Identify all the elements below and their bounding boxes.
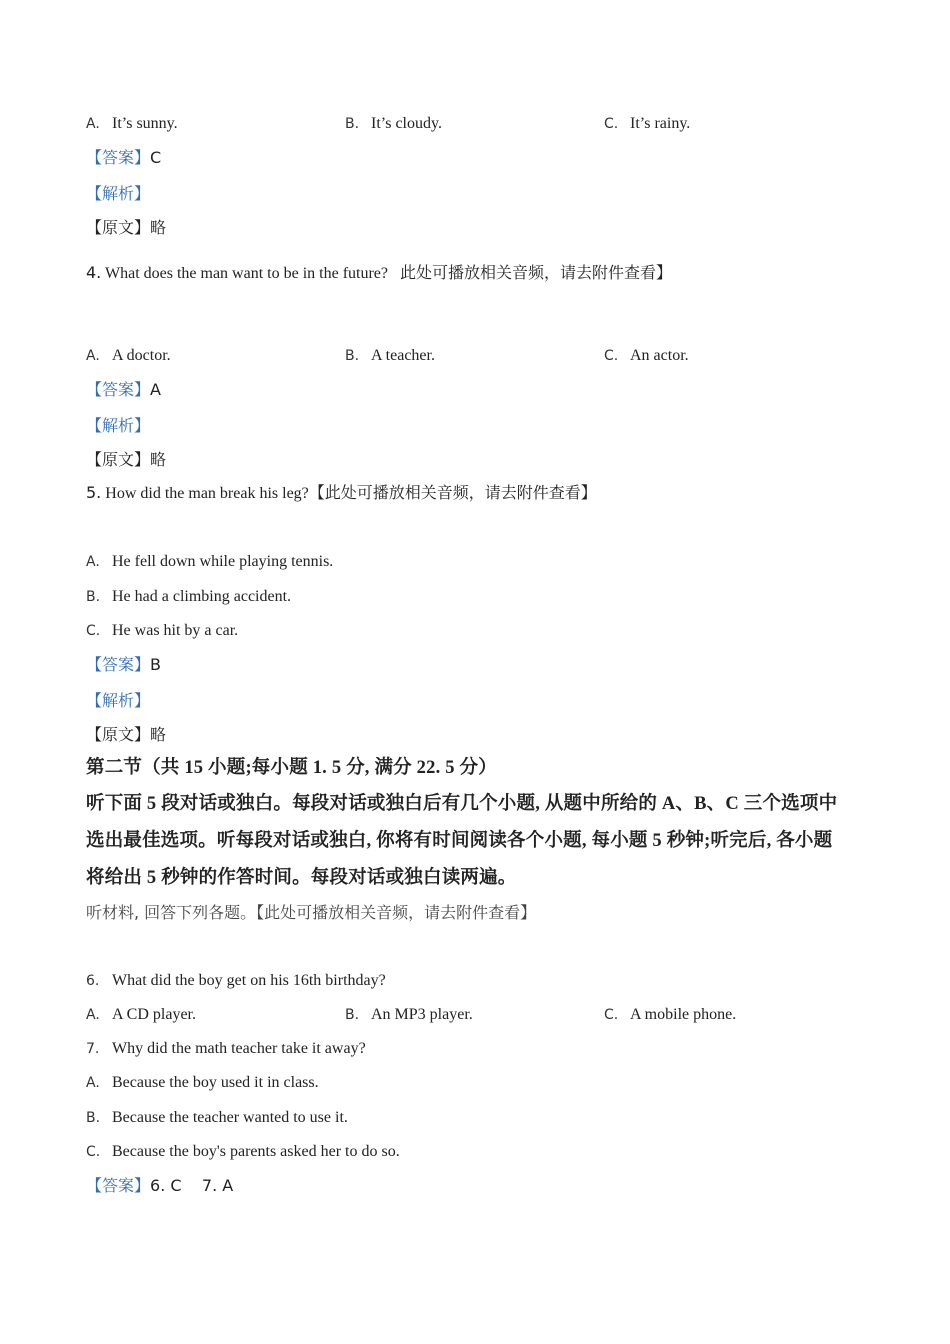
original-tag: 【原文】 <box>86 218 151 237</box>
option-letter: A. <box>86 554 100 570</box>
option-letter: A. <box>86 348 100 364</box>
option-text: Because the teacher wanted to use it. <box>112 1109 348 1126</box>
q4-question <box>86 263 672 284</box>
q3-option-b <box>345 114 442 134</box>
q3-original <box>86 218 166 239</box>
option-text: An actor. <box>630 347 689 364</box>
q5-answer <box>86 655 161 676</box>
q4-option-a <box>86 346 171 366</box>
audio-note: 此处可播放相关音频，请去附件查看】 <box>400 263 673 282</box>
q7-option-c <box>86 1142 400 1162</box>
option-letter: C. <box>604 1007 619 1023</box>
q6-question <box>86 971 386 991</box>
option-text: A mobile phone. <box>630 1006 737 1023</box>
option-text: It’s cloudy. <box>371 115 442 132</box>
option-text: Because the boy used it in class. <box>112 1074 319 1091</box>
option-text: Because the boy's parents asked her to do so. <box>112 1143 400 1160</box>
audio-note: 【此处可播放相关音频，请去附件查看】 <box>308 483 597 502</box>
answer-value: C <box>150 148 162 167</box>
option-letter: C. <box>604 116 619 132</box>
option-text: An MP3 player. <box>371 1006 473 1023</box>
q5-option-c <box>86 621 238 641</box>
question-number: 6. <box>86 973 100 989</box>
option-text: A teacher. <box>371 347 435 364</box>
option-letter: A. <box>86 116 100 132</box>
q4-option-b <box>345 346 435 366</box>
q7-option-a <box>86 1073 319 1093</box>
question-number: 7. <box>86 1041 100 1057</box>
section-instructions-line-1: 听下面 5 段对话或独白。每段对话或独白后有几个小题, 从题中所给的 A、B、C 三个选项中 <box>86 794 838 814</box>
answer-tag: 【答案】 <box>86 148 151 167</box>
option-letter: C. <box>86 623 101 639</box>
q6-option-b <box>345 1005 473 1025</box>
q4-analysis <box>86 416 150 437</box>
section-heading: 第二节（共 15 小题;每小题 1. 5 分, 满分 22. 5 分） <box>86 758 497 778</box>
analysis-tag: 【解析】 <box>86 416 151 435</box>
question-text: Why did the math teacher take it away? <box>112 1040 366 1057</box>
answer-value: 6. C 7. A <box>150 1176 234 1195</box>
section-instructions-line-2: 选出最佳选项。听每段对话或独白, 你将有时间阅读各个小题, 每小题 5 秒钟;听完后, 各小题 <box>86 831 833 851</box>
original-text: 略 <box>150 450 167 469</box>
q4-original <box>86 450 166 471</box>
q3-option-a <box>86 114 178 134</box>
option-text: A CD player. <box>112 1006 196 1023</box>
q6-option-a <box>86 1005 196 1025</box>
option-text: He had a climbing accident. <box>112 588 292 605</box>
option-text: He was hit by a car. <box>112 622 239 639</box>
q5-question <box>86 483 597 504</box>
final-answer <box>86 1176 233 1197</box>
question-number: 4. <box>86 263 102 282</box>
original-tag: 【原文】 <box>86 450 151 469</box>
q5-analysis <box>86 691 150 712</box>
question-text: What did the boy get on his 16th birthday? <box>112 972 386 989</box>
option-letter: A. <box>86 1075 100 1091</box>
option-letter: B. <box>86 1110 101 1126</box>
answer-value: B <box>150 655 161 674</box>
q3-answer <box>86 148 161 169</box>
answer-tag: 【答案】 <box>86 1176 151 1195</box>
option-text: It’s sunny. <box>112 115 178 132</box>
question-text: How did the man break his leg? <box>105 485 309 502</box>
q5-original <box>86 725 166 746</box>
q4-answer <box>86 380 161 401</box>
q6-option-c <box>604 1005 736 1025</box>
material-note: 听材料, 回答下列各题。【此处可播放相关音频，请去附件查看】 <box>86 903 537 922</box>
question-number: 5. <box>86 483 102 502</box>
option-letter: B. <box>86 589 101 605</box>
option-letter: A. <box>86 1007 100 1023</box>
option-letter: B. <box>345 348 360 364</box>
original-text: 略 <box>150 725 167 744</box>
original-tag: 【原文】 <box>86 725 151 744</box>
q7-option-b <box>86 1108 348 1128</box>
q7-question <box>86 1039 366 1059</box>
answer-value: A <box>150 380 161 399</box>
analysis-tag: 【解析】 <box>86 184 151 203</box>
q4-option-c <box>604 346 689 366</box>
option-text: It’s rainy. <box>630 115 691 132</box>
option-letter: C. <box>86 1144 101 1160</box>
option-letter: B. <box>345 116 360 132</box>
answer-tag: 【答案】 <box>86 380 151 399</box>
option-letter: C. <box>604 348 619 364</box>
q5-option-b <box>86 587 291 607</box>
original-text: 略 <box>150 218 167 237</box>
q3-analysis <box>86 184 150 205</box>
answer-tag: 【答案】 <box>86 655 151 674</box>
question-text: What does the man want to be in the future? <box>104 265 388 282</box>
option-text: He fell down while playing tennis. <box>112 553 334 570</box>
section-instructions-line-3: 将给出 5 秒钟的作答时间。每段对话或独白读两遍。 <box>86 868 517 888</box>
option-text: A doctor. <box>112 347 171 364</box>
option-letter: B. <box>345 1007 360 1023</box>
q5-option-a <box>86 552 333 572</box>
q3-option-c <box>604 114 690 134</box>
analysis-tag: 【解析】 <box>86 691 151 710</box>
